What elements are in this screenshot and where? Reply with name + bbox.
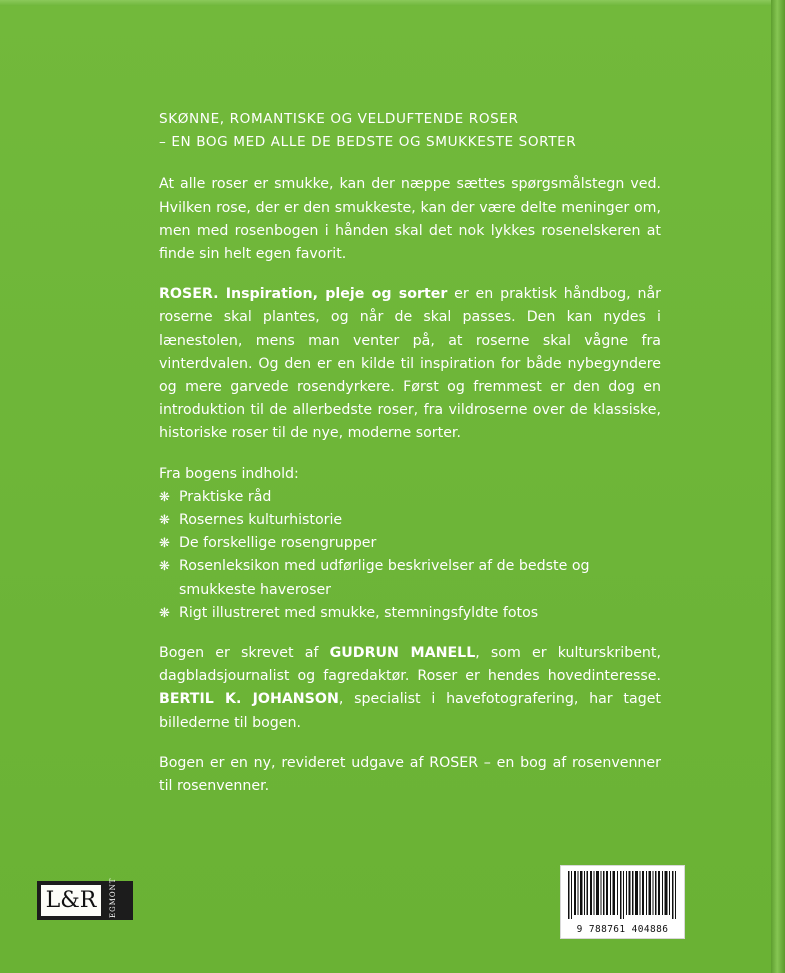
- headline-line-1: SKØNNE, ROMANTISKE OG VELDUFTENDE ROSER: [159, 111, 519, 127]
- flower-bullet-icon: ❋: [159, 513, 170, 529]
- book-title: ROSER. Inspiration, pleje og sorter: [159, 286, 448, 303]
- flower-bullet-icon: ❋: [159, 605, 170, 621]
- publisher-imprint: EGMONT: [109, 877, 117, 918]
- photographer-name: BERTIL K. JOHANSON: [159, 691, 339, 708]
- headline: [159, 108, 661, 154]
- flower-bullet-icon: ❋: [159, 559, 170, 575]
- flower-bullet-icon: ❋: [159, 536, 170, 552]
- edition-paragraph: Bogen er en ny, revideret udgave af ROSER – en bog af rosenvenner til rosenvenner.: [159, 754, 661, 795]
- author-name: GUDRUN MANELL: [329, 645, 476, 662]
- flower-bullet-icon: ❋: [159, 489, 170, 505]
- isbn-number: 9 788761 404886: [576, 924, 669, 935]
- list-item: ❋ De forskellige rosengrupper: [159, 532, 661, 555]
- list-item: ❋ Rigt illustreret med smukke, stemningsfyldte fotos: [159, 602, 661, 625]
- contents-list: [159, 486, 661, 625]
- cover-top-edge: [0, 0, 785, 6]
- isbn-barcode: [560, 865, 685, 939]
- authors-paragraph: Bogen er skrevet af GUDRUN MANELL, som er kulturskribent, dagbladsjournalist og fagredaktør. Roser er hendes hovedinteresse. BERTIL K. JOHANSON, specialist i havefotografering, har taget billederne til bogen.: [159, 645, 661, 731]
- headline-line-2: – EN BOG MED ALLE DE BEDSTE OG SMUKKESTE SORTER: [159, 134, 577, 151]
- about-paragraph: [159, 283, 661, 445]
- contents-heading: Fra bogens indhold:: [159, 465, 299, 482]
- cover-spine-edge: [771, 0, 785, 973]
- barcode-bars: [567, 871, 678, 919]
- intro-paragraph: At alle roser er smukke, kan der næppe sættes spørgsmålstegn ved. Hvilken rose, der er den smukkeste, kan der være delte meninger om, men med rosenbogen i hånden skal det nok lykkes rosenelskeren at finde sin helt egen favorit.: [159, 176, 661, 263]
- publisher-logo-mark: L&R: [41, 885, 101, 916]
- publisher-logo: [37, 877, 133, 920]
- back-cover-text: [159, 108, 661, 815]
- list-item: ❋ Rosernes kulturhistorie: [159, 509, 661, 532]
- list-item: ❋ Praktiske råd: [159, 486, 661, 509]
- about-text: er en praktisk håndbog, når roserne skal plantes, og når de skal passes. Den kan nydes i lænestolen, mens man venter på, at roserne skal vågne fra vinterdvalen. Og den er en kilde til inspiration for både nybegyndere og mere garvede rosendyrkere. Først og fremmest er den dog en introduktion til de allerbedste roser, fra vildroserne over de klassiske, historiske roser til de nye, moderne sorter.: [159, 286, 661, 442]
- list-item: ❋ Rosenleksikon med udførlige beskrivelser af de bedste og smukkeste haveroser: [159, 555, 661, 601]
